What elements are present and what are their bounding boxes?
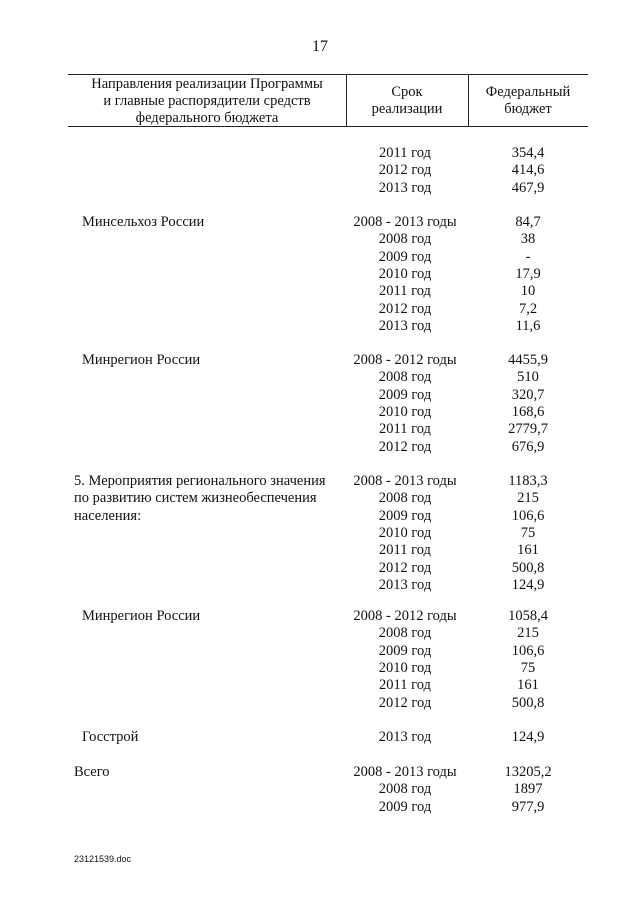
term-cell: 2011 год [379, 145, 431, 161]
budget-cell: 1183,3 [508, 473, 548, 489]
direction-cell: Минрегион России [82, 608, 201, 624]
term-cell: 2012 год [378, 694, 432, 711]
term-cell: 2008 год [378, 231, 432, 248]
term-cell: 2008 - 2012 годы [353, 352, 457, 368]
header-term-line: Срок [391, 84, 423, 100]
budget-cell: 510 [517, 369, 539, 386]
table-row [0, 781, 640, 798]
table-row [0, 162, 640, 179]
budget-cell: 13205,2 [504, 764, 552, 780]
term-cell: 2013 год [378, 729, 432, 745]
budget-cell: 676,9 [511, 438, 545, 455]
table-row [0, 473, 640, 490]
budget-cell: 106,6 [511, 507, 545, 524]
term-cell: 2010 год [378, 659, 432, 676]
budget-cell: 161 [517, 677, 539, 694]
direction-cell: Всего [74, 764, 110, 780]
header-direction-line: и главные распорядители средств [103, 93, 311, 109]
term-cell: 2009 год [378, 798, 432, 815]
header-direction [70, 76, 344, 127]
term-cell: 2010 год [378, 403, 432, 420]
term-cell: 2009 год [378, 642, 432, 659]
budget-cell: 1058,4 [508, 608, 548, 624]
document-filename: 23121539.doc [74, 854, 132, 864]
budget-cell: 215 [517, 490, 539, 507]
term-cell: 2011 год [379, 421, 431, 438]
table-row [0, 145, 640, 162]
term-cell: 2013 год [378, 317, 432, 334]
term-cell: 2011 год [379, 677, 431, 694]
header-divider-2 [468, 74, 469, 127]
header-divider-1 [346, 74, 347, 127]
term-cell: 2008 год [378, 490, 432, 507]
header-budget-line: бюджет [504, 101, 552, 117]
term-cell: 2013 год [378, 179, 432, 196]
term-cell: 2011 год [379, 283, 431, 300]
budget-cell: 414,6 [511, 162, 545, 179]
table-row [0, 387, 640, 404]
direction-cell: 5. Мероприятия регионального значения [74, 473, 326, 489]
table-row [0, 625, 640, 642]
term-cell: 2008 - 2013 годы [353, 473, 457, 489]
table-row [0, 577, 640, 594]
term-cell: 2011 год [379, 542, 431, 559]
page-number: 17 [312, 38, 328, 55]
direction-cell: населения: [74, 507, 142, 524]
direction-cell: Минрегион России [82, 352, 201, 368]
budget-cell: 1897 [513, 781, 543, 798]
term-cell: 2009 год [378, 248, 432, 265]
budget-cell: - [525, 248, 531, 265]
table-row [0, 369, 640, 386]
term-cell: 2012 год [378, 162, 432, 179]
table-row [0, 608, 640, 625]
budget-cell: 7,2 [518, 300, 538, 317]
table-row [0, 508, 640, 525]
term-cell: 2010 год [378, 524, 432, 541]
budget-cell: 75 [520, 524, 536, 541]
header-direction-line: федерального бюджета [135, 110, 279, 126]
term-cell: 2012 год [378, 438, 432, 455]
table-row [0, 421, 640, 438]
table-row [0, 439, 640, 456]
table-row [0, 525, 640, 542]
header-budget [470, 84, 586, 118]
table-row [0, 249, 640, 266]
direction-cell: по развитию систем жизнеобеспечения [74, 490, 317, 507]
term-cell: 2009 год [378, 507, 432, 524]
header-budget-line: Федеральный [485, 84, 571, 100]
budget-cell: 500,8 [511, 694, 545, 711]
budget-cell: 106,6 [511, 642, 545, 659]
table-row [0, 318, 640, 335]
table-row [0, 729, 640, 746]
budget-cell: 4455,9 [508, 352, 548, 368]
budget-cell: 17,9 [515, 265, 541, 282]
term-cell: 2008 - 2012 годы [353, 608, 457, 624]
budget-cell: 124,9 [511, 576, 545, 593]
table-row [0, 352, 640, 369]
budget-cell: 10 [520, 283, 536, 300]
term-cell: 2012 год [378, 300, 432, 317]
table-row [0, 799, 640, 816]
table-row [0, 231, 640, 248]
budget-cell: 75 [520, 659, 536, 676]
term-cell: 2008 год [378, 625, 432, 642]
term-cell: 2008 год [378, 369, 432, 386]
budget-cell: 215 [517, 625, 539, 642]
budget-cell: 2779,7 [508, 421, 548, 438]
table-row [0, 214, 640, 231]
header-term-line: реализации [371, 101, 443, 117]
table-row [0, 695, 640, 712]
direction-cell: Минсельхоз России [82, 214, 205, 230]
table-row [0, 677, 640, 694]
budget-cell: 124,9 [511, 729, 545, 745]
term-cell: 2009 год [378, 386, 432, 403]
header-top-rule [68, 74, 588, 75]
budget-cell: 161 [517, 542, 539, 559]
budget-cell: 500,8 [511, 559, 545, 576]
table-row [0, 301, 640, 318]
term-cell: 2008 - 2013 годы [353, 214, 457, 230]
term-cell: 2008 год [378, 781, 432, 798]
direction-cell: Госстрой [82, 729, 139, 745]
table-row [0, 643, 640, 660]
table-row [0, 542, 640, 559]
header-term [348, 84, 466, 118]
table-row [0, 283, 640, 300]
table-row [0, 404, 640, 421]
budget-cell: 320,7 [511, 386, 545, 403]
budget-cell: 84,7 [515, 214, 541, 230]
budget-cell: 467,9 [511, 179, 545, 196]
table-row [0, 490, 640, 507]
header-direction-line: Направления реализации Программы [91, 76, 323, 92]
budget-cell: 11,6 [515, 317, 541, 334]
table-row [0, 560, 640, 577]
term-cell: 2012 год [378, 559, 432, 576]
table-row [0, 266, 640, 283]
table-row [0, 660, 640, 677]
term-cell: 2010 год [378, 265, 432, 282]
budget-cell: 168,6 [511, 403, 545, 420]
table-row [0, 764, 640, 781]
term-cell: 2008 - 2013 годы [353, 764, 457, 780]
budget-cell: 977,9 [511, 798, 545, 815]
budget-cell: 354,4 [511, 145, 545, 161]
table-row [0, 180, 640, 197]
budget-cell: 38 [520, 231, 536, 248]
term-cell: 2013 год [378, 576, 432, 593]
